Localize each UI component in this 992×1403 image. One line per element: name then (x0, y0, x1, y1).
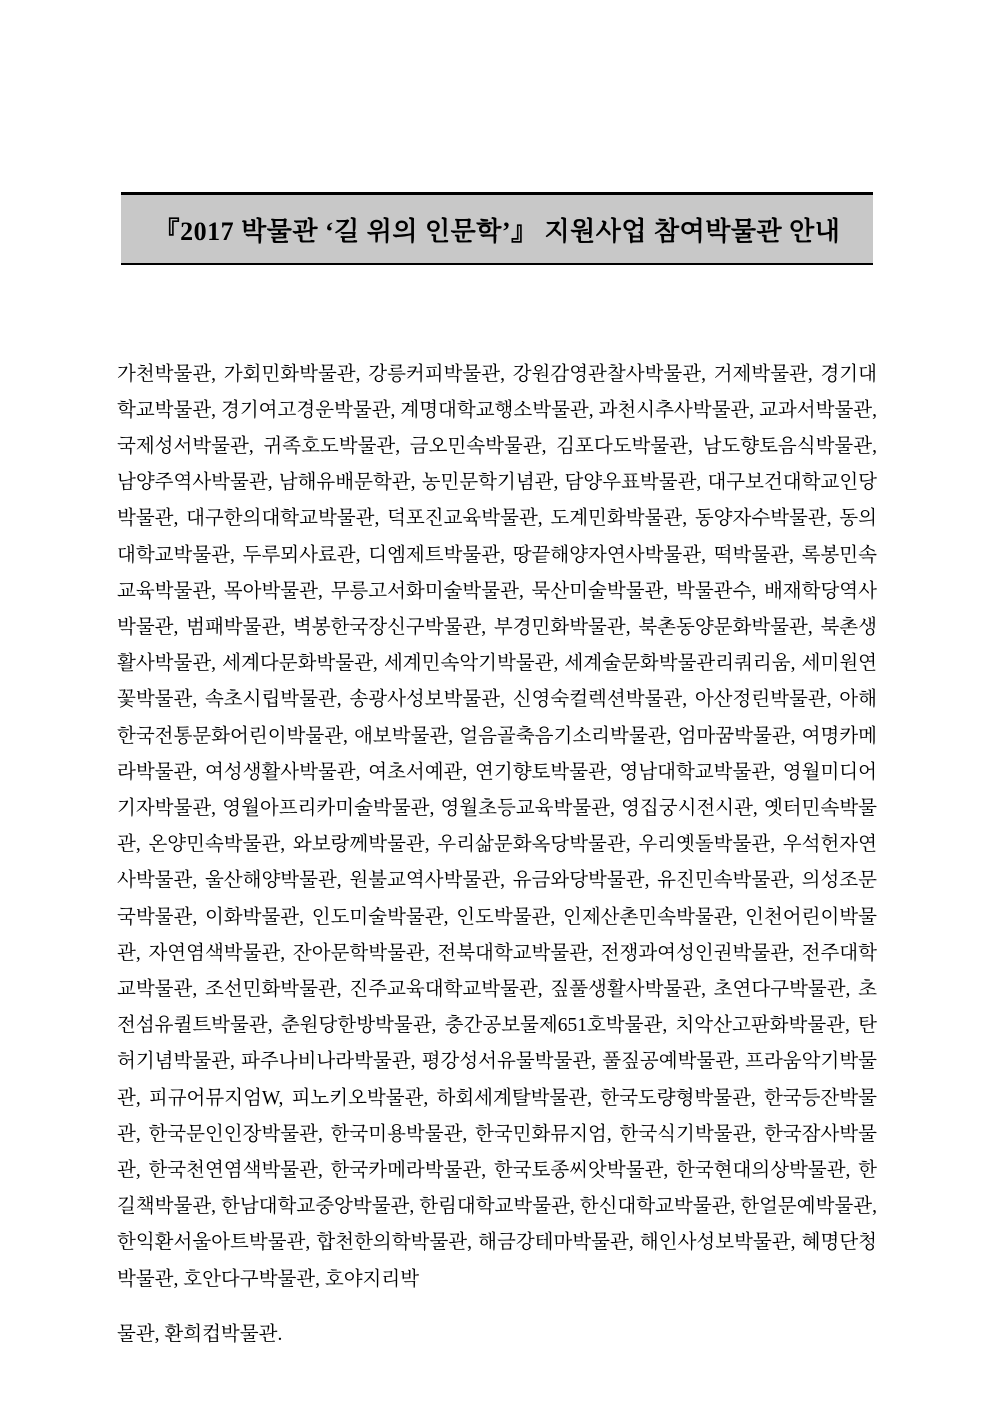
title-banner (121, 195, 873, 265)
museum-list-paragraph: 가천박물관, 가회민화박물관, 강릉커피박물관, 강원감영관찰사박물관, 거제박물관, 경기대학교박물관, 경기여고경운박물관, 계명대학교행소박물관, 과천시추사박물관, 교과서박물관, 국제성서박물관, 귀족호도박물관, 금오민속박물관, 김포다도박물관, 남도향토음식박물관, 남양주역사박물관, 남해유배문학관, 농민문학기념관, 담양우표박물관, 대구보건대학교인당박물관, 대구한의대학교박물관, 덕포진교육박물관, 도계민화박물관, 동양자수박물관, 동의대학교박물관, 두루뫼사료관, 디엠제트박물관, 땅끝해양자연사박물관, 떡박물관, 록봉민속교육박물관, 목아박물관, 무릉고서화미술박물관, 묵산미술박물관, 박물관수, 배재학당역사박물관, 범패박물관, 벽봉한국장신구박물관, 부경민화박물관, 북촌동양문화박물관, 북촌생활사박물관, 세계다문화박물관, 세계민속악기박물관, 세계술문화박물관리쿼리움, 세미원연꽃박물관, 속초시립박물관, 송광사성보박물관, 신영숙컬렉션박물관, 아산정린박물관, 아해한국전통문화어린이박물관, 애보박물관, 얼음골축음기소리박물관, 엄마꿈박물관, 여명카메라박물관, 여성생활사박물관, 여초서예관, 연기향토박물관, 영남대학교박물관, 영월미디어기자박물관, 영월아프리카미술박물관, 영월초등교육박물관, 영집궁시전시관, 옛터민속박물관, 온양민속박물관, 와보랑께박물관, 우리삶문화옥당박물관, 우리옛돌박물관, 우석헌자연사박물관, 울산해양박물관, 원불교역사박물관, 유금와당박물관, 유진민속박물관, 의성조문국박물관, 이화박물관, 인도미술박물관, 인도박물관, 인제산촌민속박물관, 인천어린이박물관, 자연염색박물관, 잔아문학박물관, 전북대학교박물관, 전쟁과여성인권박물관, 전주대학교박물관, 조선민화박물관, 진주교육대학교박물관, 짚풀생활사박물관, 초연다구박물관, 초전섬유퀼트박물관, 춘원당한방박물관, 충간공보물제651호박물관, 치악산고판화박물관, 탄허기념박물관, 파주나비나라박물관, 평강성서유물박물관, 풀짚공예박물관, 프라움악기박물관, 피규어뮤지엄W, 피노키오박물관, 하회세계탈박물관, 한국도량형박물관, 한국등잔박물관, 한국문인인장박물관, 한국미용박물관, 한국민화뮤지엄, 한국식기박물관, 한국잠사박물관, 한국천연염색박물관, 한국카메라박물관, 한국토종씨앗박물관, 한국현대의상박물관, 한길책박물관, 한남대학교중앙박물관, 한림대학교박물관, 한신대학교박물관, 한얼문예박물관, 한익환서울아트박물관, 합천한의학박물관, 해금강테마박물관, 해인사성보박물관, 혜명단청박물관, 호안다구박물관, 호야지리박 (117, 363, 877, 1290)
document-title-block (121, 192, 873, 265)
document-body (117, 337, 877, 1373)
page-title: 『2017 박물관 ‘길 위의 인문학’』 지원사업 참여박물관 안내 (153, 216, 841, 246)
museum-list-paragraph-tail: 물관, 환희컵박물관. (117, 1324, 283, 1346)
